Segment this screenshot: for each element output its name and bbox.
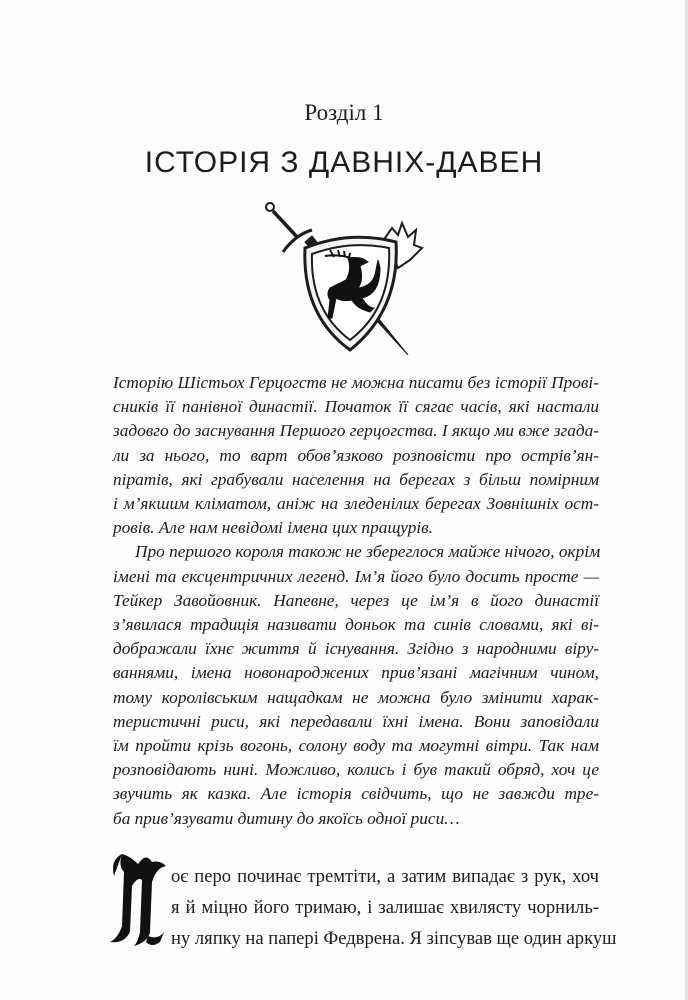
intro-epigraph xyxy=(113,371,599,831)
text-line: я й міцно його тримаю, і залишає хвилясту чорниль- xyxy=(171,897,599,918)
text-line: ну ляпку на папері Федврена. Я зіпсував ще один аркуш xyxy=(171,928,617,949)
text-line: ли за нього, то варт обов’язково розповісти про острів’ян- xyxy=(113,445,599,465)
text-line: сників її панівної династії. Початок її сягає часів, які настали xyxy=(113,397,599,417)
text-line: і м’якшим кліматом, аніж на зледенілих берегах Зовнішніх ост- xyxy=(113,494,599,514)
text-line: імені та ексцентричних легенд. Ім’я його було досить просте — xyxy=(113,566,599,586)
text-line: задовго до заснування Першого герцогства. І якщо ми вже згада- xyxy=(113,421,599,441)
text-line: Тейкер Завойовник. Напевне, через це ім’я в його династії xyxy=(113,590,599,610)
chapter-label: Розділ 1 xyxy=(304,100,384,125)
text-line: піратів, які грабували населення на берегах з більш помірним xyxy=(113,469,599,489)
shield-stag-sword-crown-icon xyxy=(250,190,440,360)
text-line: ба прив’язувати дитину до якоїсь одної риси… xyxy=(113,808,460,828)
text-line: теристичні риси, які передавали їхні імена. Вони заповідали xyxy=(113,711,599,731)
text-line: дображали їхнє життя й існування. Згідно з народними віру- xyxy=(113,639,599,659)
drop-cap-m xyxy=(108,846,168,950)
text-line: Історію Шістьох Герцогств не можна писати без історії Прові- xyxy=(113,373,599,392)
text-line: Про першого короля також не збереглося майже нічого, окрім xyxy=(135,542,601,562)
text-line: з’явилася традиція називати доньок та синів словами, які ві- xyxy=(113,615,599,635)
text-line: розповідають нині. Можливо, колись і був такий обряд, хоч це xyxy=(113,760,599,780)
text-line: ровів. Але нам невідомі імена цих пращурів. xyxy=(113,518,433,538)
body-text xyxy=(171,861,617,954)
chapter-title: ІСТОРІЯ З ДАВНІХ-ДАВЕН xyxy=(144,146,544,179)
text-line: ваннями, імена новонароджених прив’язані магічним чином, xyxy=(113,663,599,683)
text-line: звучить як казка. Але історія свідчить, що не завжди тре- xyxy=(113,784,599,804)
text-line: їм пройти крізь вогонь, солону воду та могутні вітри. Так нам xyxy=(113,736,599,756)
text-line: тому королівським нащадкам не можна було змінити харак- xyxy=(113,687,599,707)
text-line: оє перо починає тремтіти, а затим випадає з рук, хоч xyxy=(171,866,599,887)
